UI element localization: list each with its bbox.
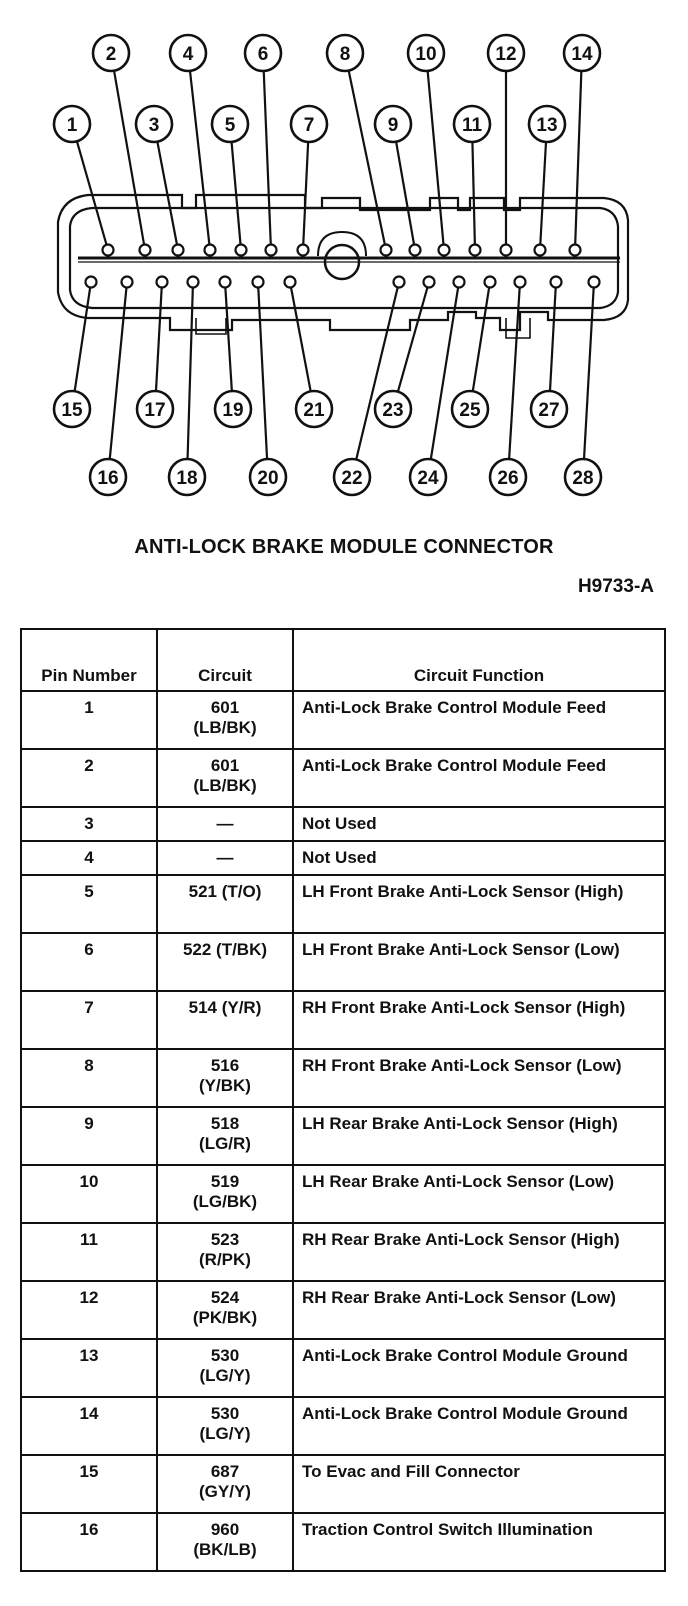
circuit-number: 601 [210, 756, 240, 775]
pin-label-17: 17 [144, 400, 166, 421]
cell-pin-number: 8 [21, 1049, 157, 1107]
pin-hole-4 [205, 245, 216, 256]
cell-circuit-function: LH Front Brake Anti-Lock Sensor (Low) [293, 933, 665, 991]
cell-pin-number: 1 [21, 691, 157, 749]
header-pin-number: Pin Number [21, 629, 157, 691]
table-row [21, 1049, 665, 1107]
pin-hole-27 [551, 277, 562, 288]
circuit-number: — [216, 814, 234, 833]
pin-label-4: 4 [182, 44, 194, 65]
table-row [21, 1397, 665, 1455]
pin-label-24: 24 [417, 468, 439, 489]
cell-circuit-function: Anti-Lock Brake Control Module Ground [293, 1339, 665, 1397]
table-row [21, 1281, 665, 1339]
cell-pin-number: 3 [21, 807, 157, 841]
pin-label-9: 9 [387, 115, 399, 136]
cell-pin-number: 6 [21, 933, 157, 991]
circuit-color-code: (Y/BK) [199, 1076, 251, 1095]
pin-label-19: 19 [222, 400, 244, 421]
cell-circuit [157, 933, 293, 991]
table-row [21, 1223, 665, 1281]
pin-label-26: 26 [497, 468, 519, 489]
leader-line-4 [190, 71, 210, 250]
pin-label-16: 16 [97, 468, 119, 489]
cell-pin-number: 7 [21, 991, 157, 1049]
pin-hole-14 [570, 245, 581, 256]
pin-label-27: 27 [538, 400, 560, 421]
cell-circuit [157, 807, 293, 841]
pin-label-2: 2 [105, 44, 117, 65]
leader-line-11 [472, 142, 475, 250]
leader-line-13 [540, 142, 546, 250]
circuit-color-code: (R/PK) [199, 1250, 251, 1269]
cell-circuit-function: Anti-Lock Brake Control Module Ground [293, 1397, 665, 1455]
pin-label-14: 14 [571, 44, 593, 65]
pin-hole-6 [266, 245, 277, 256]
circuit-number: — [216, 848, 234, 867]
cell-pin-number: 16 [21, 1513, 157, 1571]
cell-circuit [157, 1513, 293, 1571]
leader-line-19 [225, 282, 232, 391]
pin-label-8: 8 [339, 44, 351, 65]
circuit-number: 522 (T/BK) [182, 940, 268, 959]
leader-line-27 [550, 282, 556, 391]
pin-layer [54, 35, 601, 495]
pin-label-6: 6 [257, 44, 269, 65]
pin-hole-24 [454, 277, 465, 288]
cell-circuit-function: Anti-Lock Brake Control Module Feed [293, 691, 665, 749]
cell-circuit-function: Traction Control Switch Illumination [293, 1513, 665, 1571]
pin-label-23: 23 [382, 400, 404, 421]
pin-hole-18 [188, 277, 199, 288]
table-row [21, 991, 665, 1049]
circuit-color-code: (LG/R) [199, 1134, 251, 1153]
pin-hole-28 [589, 277, 600, 288]
pin-table [20, 628, 666, 1572]
figure-reference: H9733-A [577, 576, 654, 597]
leader-line-15 [75, 282, 91, 391]
pin-table-body [21, 691, 665, 1571]
connector-diagram [0, 0, 688, 530]
pin-hole-20 [253, 277, 264, 288]
circuit-color-code: (LG/BK) [192, 1192, 258, 1211]
pin-label-21: 21 [303, 400, 325, 421]
cell-pin-number: 5 [21, 875, 157, 933]
header-circuit-function: Circuit Function [293, 629, 665, 691]
table-row [21, 807, 665, 841]
pin-label-13: 13 [536, 115, 558, 136]
pin-label-20: 20 [257, 468, 279, 489]
pin-label-22: 22 [341, 468, 363, 489]
table-row [21, 1107, 665, 1165]
pin-label-28: 28 [572, 468, 594, 489]
pin-hole-9 [410, 245, 421, 256]
cell-circuit [157, 1281, 293, 1339]
pin-hole-10 [439, 245, 450, 256]
pin-label-3: 3 [148, 115, 160, 136]
pin-hole-23 [424, 277, 435, 288]
leader-line-21 [290, 282, 311, 391]
table-row [21, 933, 665, 991]
leader-line-6 [264, 71, 271, 250]
pin-hole-8 [381, 245, 392, 256]
cell-circuit-function: LH Rear Brake Anti-Lock Sensor (Low) [293, 1165, 665, 1223]
cell-pin-number: 15 [21, 1455, 157, 1513]
circuit-color-code: (LB/BK) [193, 776, 257, 795]
circuit-color-code: (LB/BK) [193, 718, 257, 737]
cell-pin-number: 9 [21, 1107, 157, 1165]
circuit-number: 530 [210, 1346, 240, 1365]
pin-hole-17 [157, 277, 168, 288]
table-header-row [21, 629, 665, 691]
table-row [21, 875, 665, 933]
table-row [21, 1339, 665, 1397]
table-row [21, 691, 665, 749]
cell-circuit-function: RH Front Brake Anti-Lock Sensor (Low) [293, 1049, 665, 1107]
cell-circuit [157, 875, 293, 933]
pin-label-7: 7 [303, 115, 315, 136]
circuit-number: 521 (T/O) [188, 882, 262, 901]
circuit-number: 519 [210, 1172, 240, 1191]
cell-circuit [157, 1049, 293, 1107]
pin-hole-12 [501, 245, 512, 256]
pin-hole-3 [173, 245, 184, 256]
cell-circuit [157, 1397, 293, 1455]
cell-circuit [157, 1223, 293, 1281]
cell-pin-number: 4 [21, 841, 157, 875]
circuit-color-code: (PK/BK) [192, 1308, 258, 1327]
cell-circuit [157, 991, 293, 1049]
pin-hole-13 [535, 245, 546, 256]
pin-hole-1 [103, 245, 114, 256]
circuit-number: 518 [210, 1114, 240, 1133]
circuit-color-code: (LG/Y) [199, 1424, 251, 1443]
circuit-number: 516 [210, 1056, 240, 1075]
cell-circuit [157, 749, 293, 807]
cell-pin-number: 13 [21, 1339, 157, 1397]
circuit-number: 523 [210, 1230, 240, 1249]
pin-label-25: 25 [459, 400, 481, 421]
pin-label-11: 11 [461, 115, 483, 136]
cell-circuit [157, 841, 293, 875]
pin-hole-11 [470, 245, 481, 256]
pin-label-18: 18 [176, 468, 198, 489]
pin-hole-21 [285, 277, 296, 288]
pin-label-5: 5 [224, 115, 236, 136]
header-circuit: Circuit [157, 629, 293, 691]
leader-line-23 [398, 282, 429, 392]
pin-label-1: 1 [66, 115, 78, 136]
cell-circuit [157, 1455, 293, 1513]
circuit-number: 514 (Y/R) [188, 998, 262, 1017]
leader-line-10 [428, 71, 444, 250]
cell-circuit [157, 1165, 293, 1223]
circuit-color-code: (GY/Y) [199, 1482, 251, 1501]
pin-hole-5 [236, 245, 247, 256]
pin-hole-22 [394, 277, 405, 288]
leader-line-14 [575, 71, 581, 250]
pin-hole-7 [298, 245, 309, 256]
pin-hole-19 [220, 277, 231, 288]
cell-pin-number: 2 [21, 749, 157, 807]
circuit-number: 530 [210, 1404, 240, 1423]
leader-line-8 [349, 71, 386, 250]
cell-pin-number: 14 [21, 1397, 157, 1455]
circuit-number: 601 [210, 698, 240, 717]
pin-hole-15 [86, 277, 97, 288]
cell-pin-number: 12 [21, 1281, 157, 1339]
pin-hole-16 [122, 277, 133, 288]
leader-line-25 [473, 282, 490, 391]
table-row [21, 1455, 665, 1513]
cell-circuit-function: LH Rear Brake Anti-Lock Sensor (High) [293, 1107, 665, 1165]
cell-circuit [157, 1107, 293, 1165]
table-row [21, 841, 665, 875]
leader-line-17 [156, 282, 162, 391]
circuit-color-code: (BK/LB) [193, 1540, 257, 1559]
cell-circuit-function: Not Used [293, 841, 665, 875]
cell-circuit [157, 1339, 293, 1397]
cell-circuit-function: LH Front Brake Anti-Lock Sensor (High) [293, 875, 665, 933]
pin-label-15: 15 [61, 400, 83, 421]
circuit-number: 524 [210, 1288, 240, 1307]
pin-hole-26 [515, 277, 526, 288]
pin-hole-25 [485, 277, 496, 288]
cell-circuit-function: Not Used [293, 807, 665, 841]
leader-line-9 [396, 142, 415, 250]
cell-circuit-function: To Evac and Fill Connector [293, 1455, 665, 1513]
pin-hole-2 [140, 245, 151, 256]
pin-label-12: 12 [495, 44, 517, 65]
table-row [21, 749, 665, 807]
circuit-color-code: (LG/Y) [199, 1366, 251, 1385]
circuit-number: 687 [210, 1462, 240, 1481]
cell-pin-number: 10 [21, 1165, 157, 1223]
cell-circuit [157, 691, 293, 749]
table-row [21, 1513, 665, 1571]
diagram-caption: ANTI-LOCK BRAKE MODULE CONNECTOR [134, 536, 554, 558]
cell-circuit-function: RH Rear Brake Anti-Lock Sensor (High) [293, 1223, 665, 1281]
leader-line-2 [114, 71, 145, 250]
cell-pin-number: 11 [21, 1223, 157, 1281]
pin-label-10: 10 [415, 44, 437, 65]
table-row [21, 1165, 665, 1223]
cell-circuit-function: Anti-Lock Brake Control Module Feed [293, 749, 665, 807]
circuit-number: 960 [210, 1520, 240, 1539]
cell-circuit-function: RH Rear Brake Anti-Lock Sensor (Low) [293, 1281, 665, 1339]
cell-circuit-function: RH Front Brake Anti-Lock Sensor (High) [293, 991, 665, 1049]
